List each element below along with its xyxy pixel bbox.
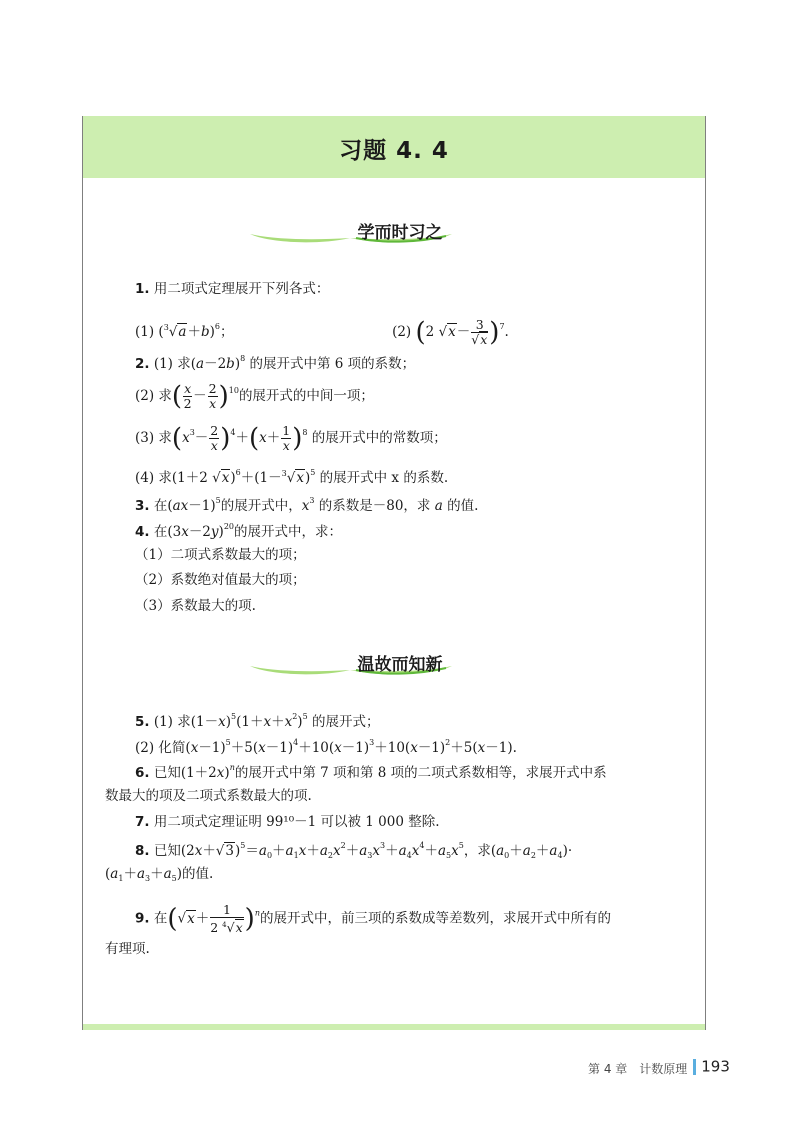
question-9: 9. 在(√x＋ $\frac{1}{2 ^4√x}$ )$^n$的展开式中，前三项的系数成等差数列，求展开式中所有的: [135, 902, 611, 935]
question-5-part-1: 5. (1) 求$(1-x)^5(1+x+x^2)^5$ 的展开式；: [135, 712, 380, 730]
section-title-2: 温故而知新: [357, 655, 443, 675]
page-footer: [588, 1056, 730, 1076]
chapter-label: 第 4 章 计数原理: [588, 1062, 688, 1076]
bottom-band: [83, 1024, 705, 1030]
question-7: 7. 用二项式定理证明 99¹⁰－1 可以被 1 000 整除.: [135, 814, 440, 830]
section-head-2: [0, 650, 800, 675]
question-1: 1. 用二项式定理展开下列各式：: [135, 281, 330, 297]
question-9-cont: 有理项.: [105, 941, 150, 957]
section-head-1: [0, 218, 800, 243]
question-3: 3. 在$(ax-1)^5$的展开式中，$x^3$ 的系数是－80，求 a 的值.: [135, 496, 479, 514]
question-2-part-2: (2) 求( $\frac{x}{2}$ － $\frac{2}{x}$ )$^{10}$的展开式的中间一项；: [135, 381, 374, 412]
question-4-sub-2: （2）系数绝对值最大的项；: [135, 572, 306, 588]
question-2-part-1: 2. (1) 求$(a-2b)^8$ 的展开式中第 6 项的系数；: [135, 354, 416, 372]
question-2-part-4: (4) 求(1＋2 $√x)^6+(1-^3√x)^5$ 的展开式中 x 的系数.: [135, 468, 449, 486]
exercise-title: 习题 4. 4: [339, 138, 449, 164]
question-4-sub-3: （3）系数最大的项.: [135, 598, 256, 614]
question-8-cont: $(a_1+a_3+a_5)$的值.: [105, 866, 214, 883]
footer-divider: [693, 1059, 696, 1075]
section-title-1: 学而时习之: [357, 223, 443, 243]
question-4: 4. 在$(3x-2y)^{20}$的展开式中，求：: [135, 522, 343, 540]
question-6-cont: 数最大的项及二项式系数最大的项.: [105, 788, 312, 804]
question-5-part-2: (2) 化简$(x-1)^5+5(x-1)^4+10(x-1)^3+10(x-1)^2+5(x-1)$.: [135, 738, 517, 756]
question-1-parts: (1) $(^3√a+b)^6$； (2) (2 √x－ $\frac{3}{√x}$ )$^7$.: [135, 317, 509, 348]
page-number: 193: [701, 1057, 730, 1076]
question-2-part-3: (3) 求($x^3-$ $\frac{2}{x}$ )$^4$＋(x＋ $\frac{1}{x}$ )$^8$ 的展开式中的常数项；: [135, 423, 447, 454]
title-band: [83, 116, 705, 178]
question-6: 6. 已知$(1+2x)^n$的展开式中第 7 项和第 8 项的二项式系数相等，求展开式中系: [135, 763, 607, 781]
question-4-sub-1: （1）二项式系数最大的项；: [135, 547, 306, 563]
question-8: 8. 已知$(2x+√3)^5=a_0+a_1x+a_2x^2+a_3x^3+a_4x^4+a_5x^5$，求$(a_0+a_2+a_4)\cdot$: [135, 841, 573, 860]
